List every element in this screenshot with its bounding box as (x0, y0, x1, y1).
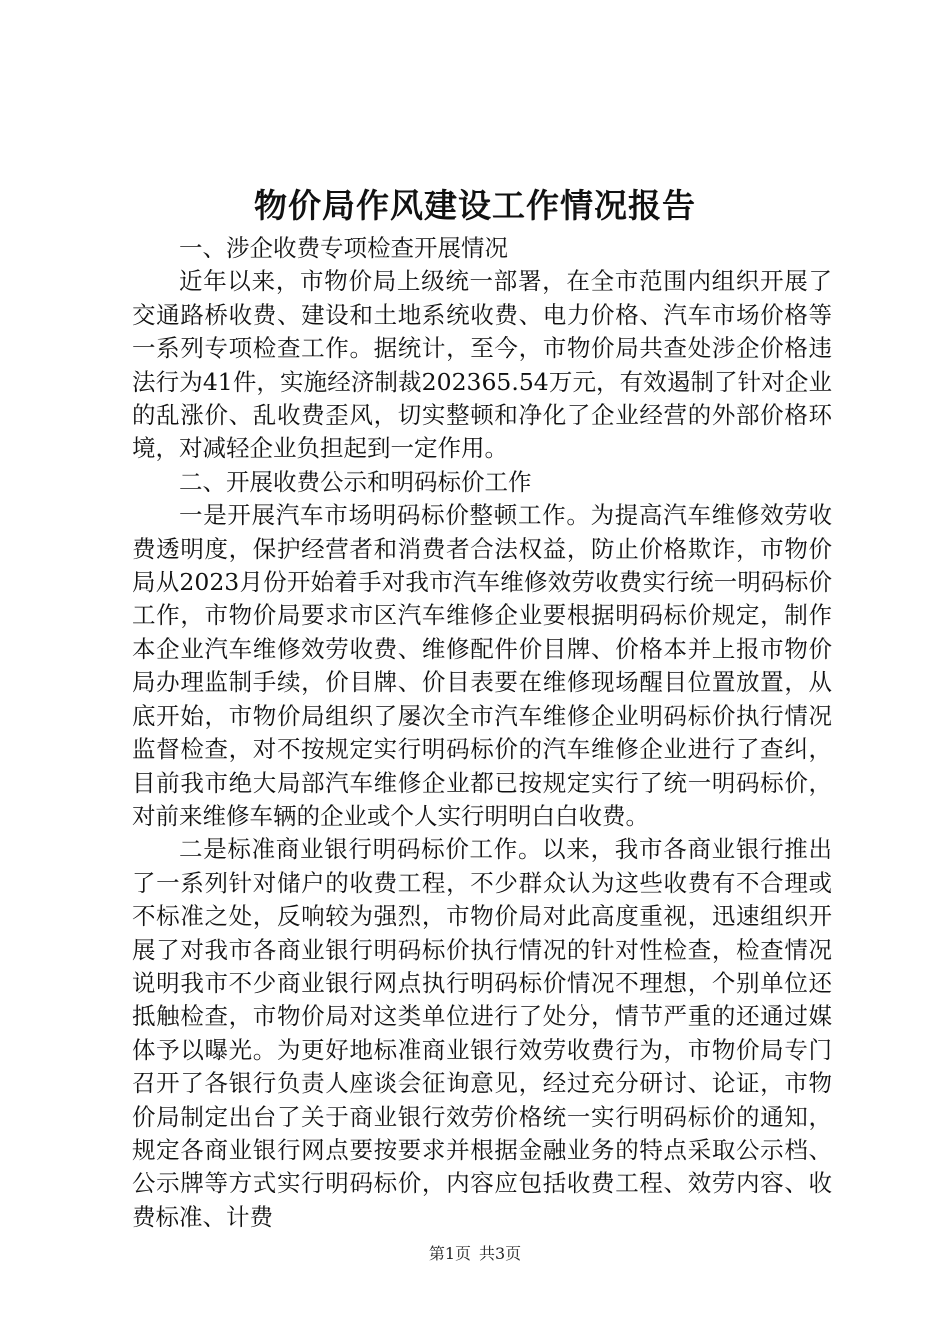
section-heading: 一、涉企收费专项检查开展情况 (179, 234, 508, 262)
section-heading: 二、开展收费公示和明码标价工作 (179, 467, 532, 496)
paragraph: 一是开展汽车市场明码标价整顿工作。为提高汽车维修效劳收费透明度，保护经营者和消费者合法权益，防止价格欺诈，市物价局从2023月份开始着手对我市汽车维修效劳收费实行统一明码标价工作，市物价局要求市区汽车维修企业要根据明码标价规定，制作本企业汽车维修效劳收费、维修配件价目牌、价格本并上报市物价局办理监制手续，价目牌、价目表要在维修现场醒目位置放置，从底开始，市物价局组织了屡次全市汽车维修企业明码标价执行情况监督检查，对不按规定实行明码标价的汽车维修企业进行了查纠，目前我市绝大局部汽车维修企业都已按规定实行了统一明码标价，对前来维修车辆的企业或个人实行明明白白收费。 (132, 501, 832, 830)
paragraph: 近年以来，市物价局上级统一部署，在全市范围内组织开展了交通路桥收费、建设和土地系统收费、电力价格、汽车市场价格等一系列专项检查工作。据统计，至今，市物价局共查处涉企价格违法行为41件，实施经济制裁202365.54万元，有效遏制了针对企业的乱涨价、乱收费歪风，切实整顿和净化了企业经营的外部价格环境，对减轻企业负担起到一定作用。 (132, 267, 832, 463)
page-number: 第1页 (428, 1244, 471, 1263)
page-footer (0, 1243, 950, 1265)
paragraph: 二是标准商业银行明码标价工作。以来，我市各商业银行推出了一系列针对储户的收费工程，不少群众认为这些收费有不合理或不标准之处，反响较为强烈，市物价局对此高度重视，迅速组织开展了对我市各商业银行明码标价执行情况的针对性检查，检查情况说明我市不少商业银行网点执行明码标价情况不理想，个别单位还抵触检查，市物价局对这类单位进行了处分，情节严重的还通过媒体予以曝光。为更好地标准商业银行效劳收费行为，市物价局专门召开了各银行负责人座谈会征询意见，经过充分研讨、论证，市物价局制定出台了关于商业银行效劳价格统一实行明码标价的通知，规定各商业银行网点要按要求并根据金融业务的特点采取公示档、公示牌等方式实行明码标价，内容应包括收费工程、效劳内容、收费标准、计费 (132, 835, 832, 1231)
page-total: 共3页 (479, 1244, 522, 1263)
document-title: 物价局作风建设工作情况报告 (254, 186, 696, 225)
document-body (132, 232, 832, 1234)
